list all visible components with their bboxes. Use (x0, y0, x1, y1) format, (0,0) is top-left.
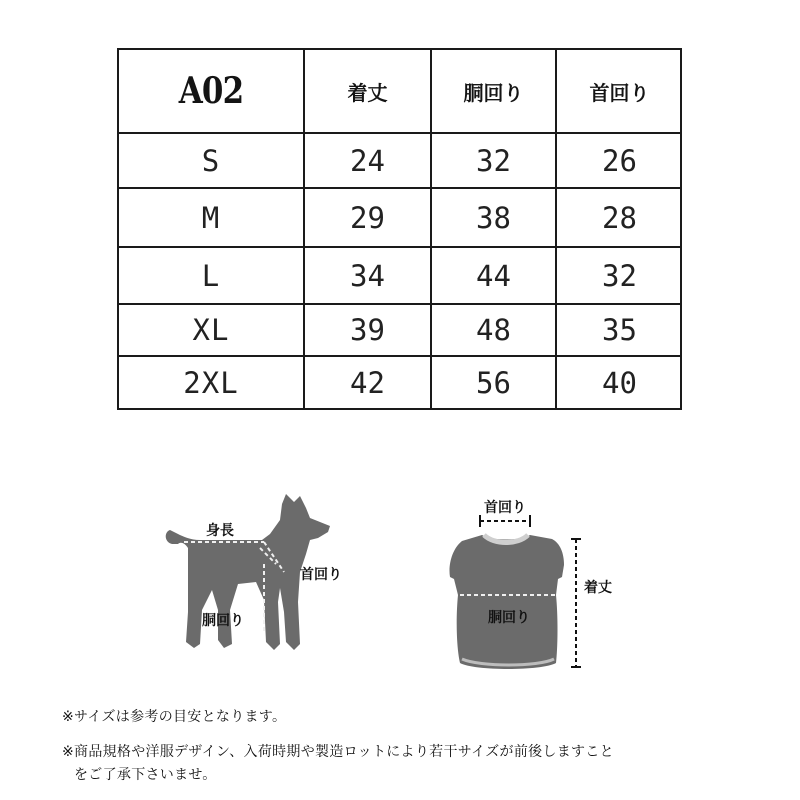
size-table (117, 48, 682, 410)
chest-value: 32 (476, 143, 511, 178)
dog-chest-label: 胴回り (202, 613, 244, 629)
size-label: S (201, 143, 221, 178)
length-value: 24 (350, 143, 385, 178)
column-header-neck: 首回り (589, 80, 650, 105)
dog-measurement-diagram (160, 492, 360, 662)
size-label: 2XL (183, 365, 239, 400)
product-code: A02 (178, 70, 244, 112)
chest-value: 38 (476, 200, 511, 235)
neck-value: 35 (602, 313, 637, 347)
length-value: 34 (350, 258, 385, 293)
column-header-length: 着丈 (347, 80, 388, 105)
size-label: L (201, 258, 221, 293)
neck-value: 40 (602, 365, 637, 400)
chest-value: 56 (476, 365, 511, 400)
shirt-measurement-diagram (444, 495, 624, 685)
size-label: M (201, 200, 221, 235)
neck-value: 28 (602, 200, 637, 235)
body-length-label: 身長 (206, 523, 234, 539)
length-value: 42 (350, 365, 385, 400)
neck-value: 26 (602, 143, 637, 178)
variation-note-continued: をご了承下さいませ。 (74, 767, 217, 783)
size-note: ※サイズは参考の目安となります。 (62, 709, 287, 725)
shirt-length-label: 着丈 (584, 580, 612, 596)
variation-note: ※商品規格や洋服デザイン、入荷時期や製造ロットにより若干サイズが前後しますこと (62, 744, 614, 760)
dog-neck-label: 首回り (300, 567, 342, 583)
column-header-chest: 胴回り (463, 80, 524, 105)
chest-value: 48 (476, 313, 511, 347)
neck-value: 32 (602, 258, 637, 293)
shirt-neck-label: 首回り (484, 500, 526, 516)
length-value: 29 (350, 200, 385, 235)
shirt-chest-label: 胴回り (488, 610, 530, 626)
size-label: XL (192, 313, 230, 347)
length-value: 39 (350, 313, 385, 347)
chest-value: 44 (476, 258, 511, 293)
